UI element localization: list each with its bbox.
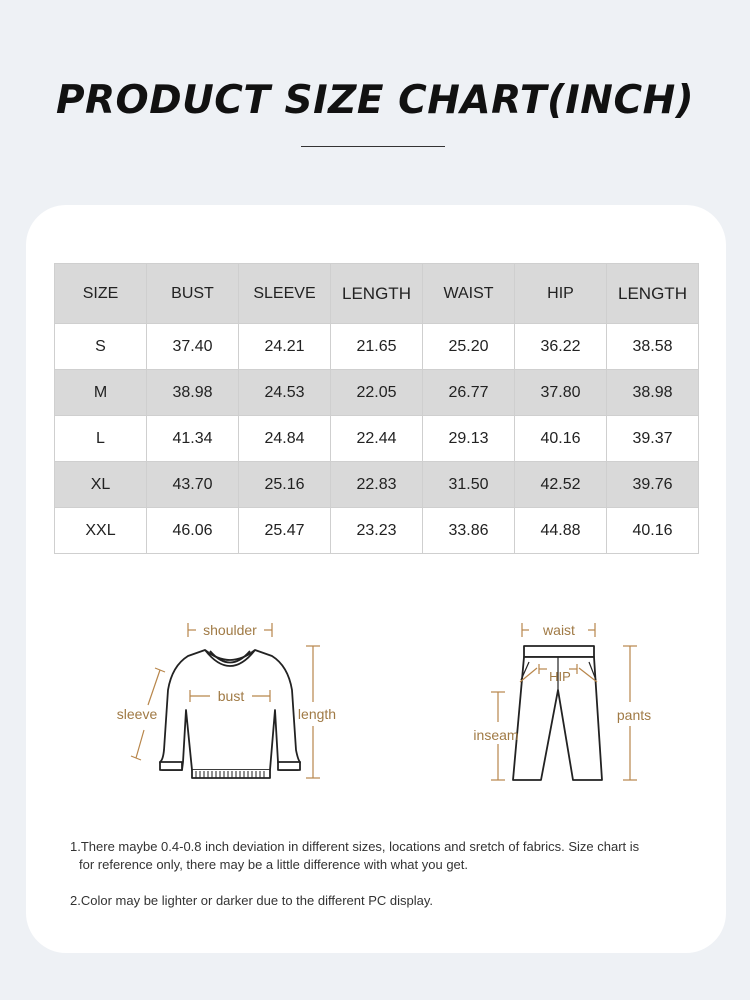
table-cell: 25.47: [239, 508, 331, 554]
table-row: [55, 508, 699, 554]
sweatshirt-icon: [160, 650, 300, 778]
table-cell: 38.98: [607, 370, 699, 416]
table-cell: 39.37: [607, 416, 699, 462]
table-cell: 37.80: [515, 370, 607, 416]
table-header-row: [55, 264, 699, 324]
note-1-line-1: 1.There maybe 0.4-0.8 inch deviation in different sizes, locations and sretch of fabrics. Size chart is: [70, 839, 640, 854]
table-cell: 21.65: [331, 324, 423, 370]
pants-measurement-diagram: [465, 610, 665, 795]
table-row: [55, 370, 699, 416]
table-cell: L: [55, 416, 147, 462]
table-cell: 24.53: [239, 370, 331, 416]
pants-label: pants: [616, 707, 652, 723]
sleeve-label: sleeve: [116, 706, 158, 722]
table-cell: 46.06: [147, 508, 239, 554]
table-cell: 29.13: [423, 416, 515, 462]
table-cell: 22.83: [331, 462, 423, 508]
header-size: SIZE: [55, 264, 147, 324]
table-cell: 22.05: [331, 370, 423, 416]
table-cell: 38.58: [607, 324, 699, 370]
table-cell: 22.44: [331, 416, 423, 462]
table-cell: XL: [55, 462, 147, 508]
table-cell: XXL: [55, 508, 147, 554]
bust-label: bust: [217, 688, 245, 704]
table-cell: 26.77: [423, 370, 515, 416]
header-pants-length: LENGTH: [607, 264, 699, 324]
inseam-label: inseam: [473, 727, 519, 743]
table-cell: 33.86: [423, 508, 515, 554]
table-cell: 37.40: [147, 324, 239, 370]
table-cell: 24.84: [239, 416, 331, 462]
waist-label: waist: [543, 622, 575, 638]
top-measurement-diagram: [100, 610, 360, 795]
pants-icon: [513, 646, 602, 780]
table-cell: 36.22: [515, 324, 607, 370]
header-sleeve: SLEEVE: [239, 264, 331, 324]
table-cell: 25.16: [239, 462, 331, 508]
table-cell: 38.98: [147, 370, 239, 416]
table-cell: S: [55, 324, 147, 370]
header-top-length: LENGTH: [331, 264, 423, 324]
table-cell: 25.20: [423, 324, 515, 370]
shoulder-label: shoulder: [203, 622, 257, 638]
note-1: [70, 838, 710, 874]
table-cell: 40.16: [515, 416, 607, 462]
header-bust: BUST: [147, 264, 239, 324]
header-waist: WAIST: [423, 264, 515, 324]
title-underline: [301, 146, 445, 147]
notes-section: [70, 838, 710, 928]
table-cell: 23.23: [331, 508, 423, 554]
length-label: length: [297, 706, 337, 722]
table-cell: 43.70: [147, 462, 239, 508]
table-cell: M: [55, 370, 147, 416]
hip-label: HIP: [549, 669, 571, 684]
table-cell: 39.76: [607, 462, 699, 508]
size-table: [54, 263, 699, 554]
table-cell: 24.21: [239, 324, 331, 370]
table-row: [55, 416, 699, 462]
header-hip: HIP: [515, 264, 607, 324]
table-cell: 42.52: [515, 462, 607, 508]
table-cell: 40.16: [607, 508, 699, 554]
table-row: [55, 462, 699, 508]
page-title: PRODUCT SIZE CHART(INCH): [55, 78, 695, 123]
table-row: [55, 324, 699, 370]
table-cell: 31.50: [423, 462, 515, 508]
table-cell: 44.88: [515, 508, 607, 554]
note-1-line-2: for reference only, there may be a little difference with what you get.: [79, 857, 469, 872]
table-cell: 41.34: [147, 416, 239, 462]
note-2: 2.Color may be lighter or darker due to the different PC display.: [70, 893, 433, 908]
